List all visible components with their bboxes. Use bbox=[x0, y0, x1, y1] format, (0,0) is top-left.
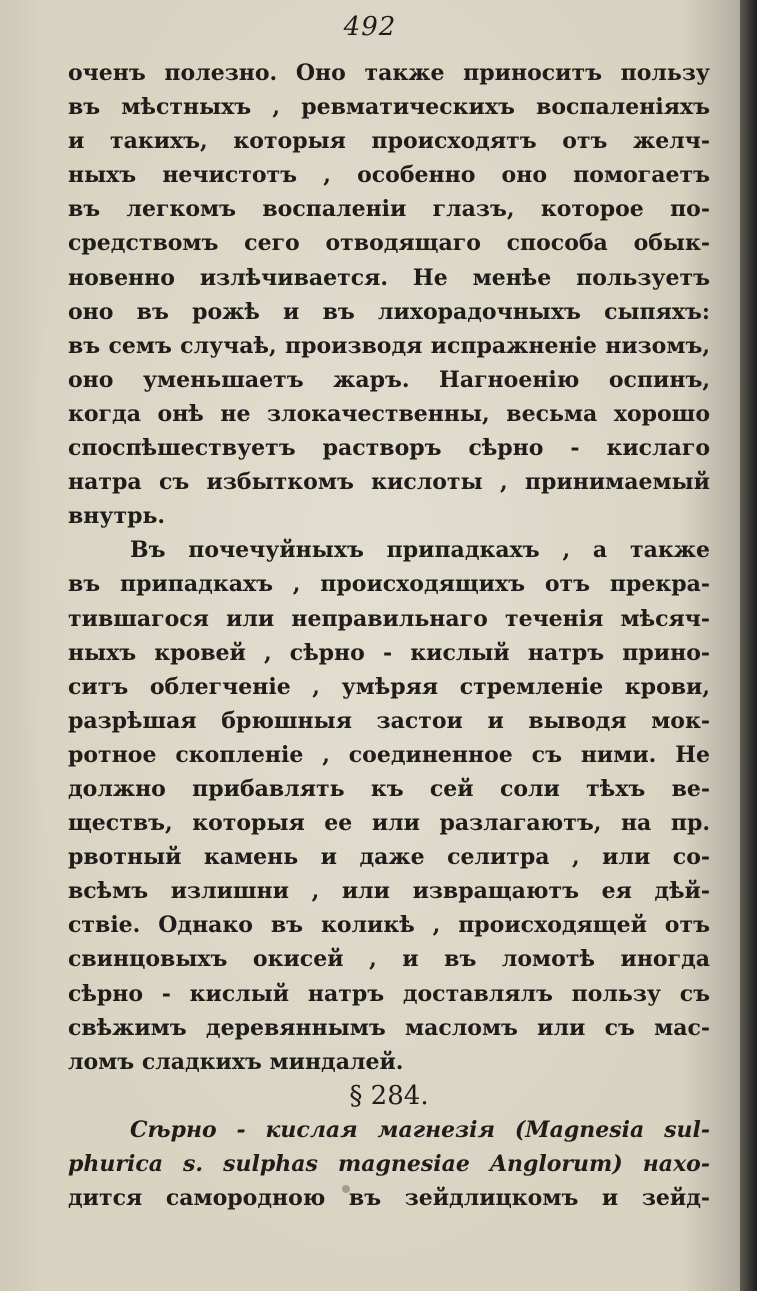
binding-shadow bbox=[740, 0, 757, 1291]
text-line-3: и такихъ, которыя происходятъ отъ желч- bbox=[68, 128, 710, 155]
text-line-12: споспѣшествуетъ растворъ сѣрно - кислаго bbox=[68, 435, 710, 462]
text-line-11: когда онѣ не злокачественны, весьма хорошо bbox=[68, 400, 710, 427]
text-line-6: средствомъ сего отводящаго способа обык- bbox=[68, 230, 710, 257]
section-heading: § 284. bbox=[349, 1080, 429, 1111]
text-line-5: въ легкомъ воспаленіи глазъ, которое по- bbox=[68, 196, 710, 223]
text-line-20: разрѣшая брюшныя застои и выводя мок- bbox=[68, 707, 710, 734]
text-line-22: должно прибавлять къ сей соли тѣхъ ве- bbox=[68, 775, 710, 802]
text-line-29: свѣжимъ деревяннымъ масломъ или съ мас- bbox=[68, 1014, 710, 1041]
text-line-19: ситъ облегченіе , умѣряя стремленіе крови, bbox=[68, 673, 710, 700]
text-line-9: въ семъ случаѣ, производя испражненіе низомъ, bbox=[68, 332, 710, 359]
text-line-26: ствіе. Однако въ коликѣ , происходящей отъ bbox=[68, 912, 710, 939]
text-line-15: Въ почечуйныхъ припадкахъ , а также bbox=[130, 537, 710, 564]
text-line-4: ныхъ нечистотъ , особенно оно помогаетъ bbox=[68, 162, 710, 189]
text-line-21: ротное скопленіе , соединенное съ ними. Не bbox=[68, 741, 710, 768]
text-line-32: Сѣрно - кислая магнезія (Magnesia sul- bbox=[130, 1116, 710, 1143]
text-line-13: натра съ избыткомъ кислоты , принимаемый bbox=[68, 469, 710, 496]
text-line-34: дится самородною въ зейдлицкомъ и зейд- bbox=[68, 1185, 710, 1212]
text-line-16: въ припадкахъ , происходящихъ отъ прекра- bbox=[68, 571, 710, 598]
ink-smudge bbox=[342, 1185, 350, 1193]
text-line-18: ныхъ кровей , сѣрно - кислый натръ прино- bbox=[68, 639, 710, 666]
text-line-23: ществъ, которыя ее или разлагаютъ, на пр. bbox=[68, 810, 710, 837]
text-line-28: сѣрно - кислый натръ доставлялъ пользу съ bbox=[68, 980, 710, 1007]
text-line-30: ломъ сладкихъ миндалей. bbox=[68, 1048, 404, 1075]
text-line-25: всѣмъ излишни , или извращаютъ ея дѣй- bbox=[68, 878, 710, 905]
body-text bbox=[68, 56, 710, 1215]
text-line-24: рвотный камень и даже селитра , или со- bbox=[68, 844, 710, 871]
text-line-27: свинцовыхъ окисей , и въ ломотѣ иногда bbox=[68, 946, 710, 973]
text-line-10: оно уменьшаетъ жаръ. Нагноенію оспинъ, bbox=[68, 366, 710, 393]
text-line-14: внутрь. bbox=[68, 503, 166, 530]
text-line-17: тившагося или неправильнаго теченія мѣсяч- bbox=[68, 605, 710, 632]
text-line-1: оченъ полезно. Оно также приноситъ пользу bbox=[68, 60, 710, 86]
text-line-7: новенно излѣчивается. Не менѣе пользуетъ bbox=[68, 264, 710, 291]
text-line-2: въ мѣстныхъ , ревматическихъ воспаленіяхъ bbox=[68, 94, 710, 121]
page-number: 492 bbox=[343, 12, 397, 42]
text-line-33: phurica s. sulphas magnesiae Anglorum) нахо- bbox=[68, 1151, 710, 1177]
text-line-8: оно въ рожѣ и въ лихорадочныхъ сыпяхъ: bbox=[68, 298, 710, 325]
